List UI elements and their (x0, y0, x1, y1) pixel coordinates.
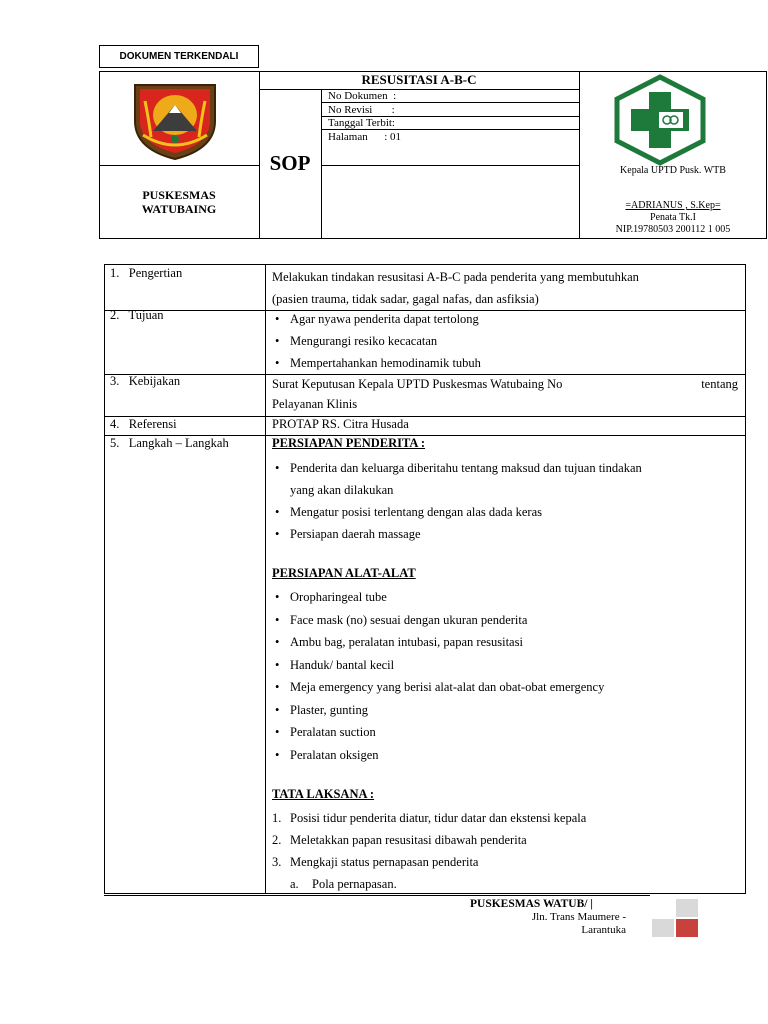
row-pengertian-text: Melakukan tindakan resusitasi A-B-C pada penderita yang membutuhkan (pasien trauma, tidak sadar, gagal nafas, dan asfiksia) (272, 270, 639, 306)
row-pengertian-label: 1. Pengertian (110, 266, 183, 280)
org-line-1: PUSKESMAS (142, 188, 216, 202)
list-item: 1. Posisi tidur penderita diatur, tidur datar dan ekstensi kepala (272, 811, 587, 825)
doc-row-revision: No Revisi : (328, 103, 395, 116)
footer-address: Jln. Trans Maumere - Larantuka (531, 911, 626, 936)
list-item: • Mengurangi resiko kecacatan (272, 330, 481, 352)
row-referensi-label: 4. Referensi (110, 417, 177, 431)
footer-square (652, 899, 674, 917)
row-tujuan-label: 2. Tujuan (110, 308, 164, 322)
persiapan-alat-list (272, 586, 604, 766)
persiapan-penderita-list (272, 457, 738, 545)
org-name (99, 188, 259, 216)
list-item: • Face mask (no) sesuai dengan ukuran penderita (272, 609, 604, 632)
sop-label: SOP (269, 151, 311, 175)
list-item: • Peralatan suction (272, 721, 604, 744)
head-rank: Penata Tk.I (650, 212, 696, 223)
document-title: RESUSITASI A-B-C (361, 72, 477, 87)
section-persiapan-alat: PERSIAPAN ALAT-ALAT (272, 566, 416, 580)
document-stamp: DOKUMEN TERKENDALI (99, 45, 259, 68)
sop-header (99, 71, 767, 239)
list-item: 2. Meletakkan papan resusitasi dibawah penderita (272, 833, 527, 847)
list-item: • Handuk/ bantal kecil (272, 654, 604, 677)
row-langkah-label: 5. Langkah – Langkah (110, 436, 229, 450)
list-item: a. Pola pernapasan. (290, 877, 397, 891)
doc-row-date: Tanggal Terbit: (328, 117, 395, 129)
list-item: • Penderita dan keluarga diberitahu tentang maksud dan tujuan tindakan (272, 457, 738, 479)
section-persiapan-penderita: PERSIAPAN PENDERITA : (272, 436, 426, 450)
head-name: =ADRIANUS , S.Kep= (625, 200, 721, 211)
row-kebijakan-label: 3. Kebijakan (110, 374, 181, 388)
doc-row-page: Halaman : 01 (328, 130, 402, 143)
list-item: • Persiapan daerah massage (272, 523, 738, 545)
list-item: 3. Mengkaji status pernapasan penderita (272, 855, 479, 869)
head-nip: NIP.19780503 200112 1 005 (615, 224, 731, 235)
list-item-continuation: yang akan dilakukan (290, 483, 394, 497)
section-tata-laksana: TATA LAKSANA : (272, 787, 375, 801)
row-referensi-text: PROTAP RS. Citra Husada (272, 417, 409, 431)
list-item: • Ambu bag, peralatan intubasi, papan resusitasi (272, 631, 604, 654)
footer-square (676, 899, 698, 917)
doc-row-number: No Dokumen : (328, 90, 397, 102)
tata-laksana-list (272, 807, 586, 895)
head-title: Kepala UPTD Pusk. WTB (620, 165, 726, 176)
footer-square (652, 919, 674, 937)
regency-crest-logo (129, 81, 221, 161)
tujuan-list (272, 308, 481, 374)
list-item: • Mempertahankan hemodinamik tubuh (272, 352, 481, 374)
list-item: • Oropharingeal tube (272, 586, 604, 609)
row-kebijakan-text: Surat Keputusan Kepala UPTD Puskesmas Watubaing No tentang Pelayanan Klinis (272, 377, 738, 411)
org-line-2: WATUBAING (141, 202, 217, 216)
puskesmas-cross-logo (611, 74, 709, 166)
doc-info-rows (328, 90, 401, 144)
footer-name: PUSKESMAS WATUB/ | (470, 898, 593, 910)
list-item: • Mengatur posisi terlentang dengan alas dada keras (272, 501, 738, 523)
list-item: • Agar nyawa penderita dapat tertolong (272, 308, 481, 330)
footer-square (676, 919, 698, 937)
footer-rule (104, 895, 650, 896)
list-item: • Plaster, gunting (272, 699, 604, 722)
list-item: • Peralatan oksigen (272, 744, 604, 767)
sop-content-table (104, 264, 746, 894)
list-item: • Meja emergency yang berisi alat-alat dan obat-obat emergency (272, 676, 604, 699)
